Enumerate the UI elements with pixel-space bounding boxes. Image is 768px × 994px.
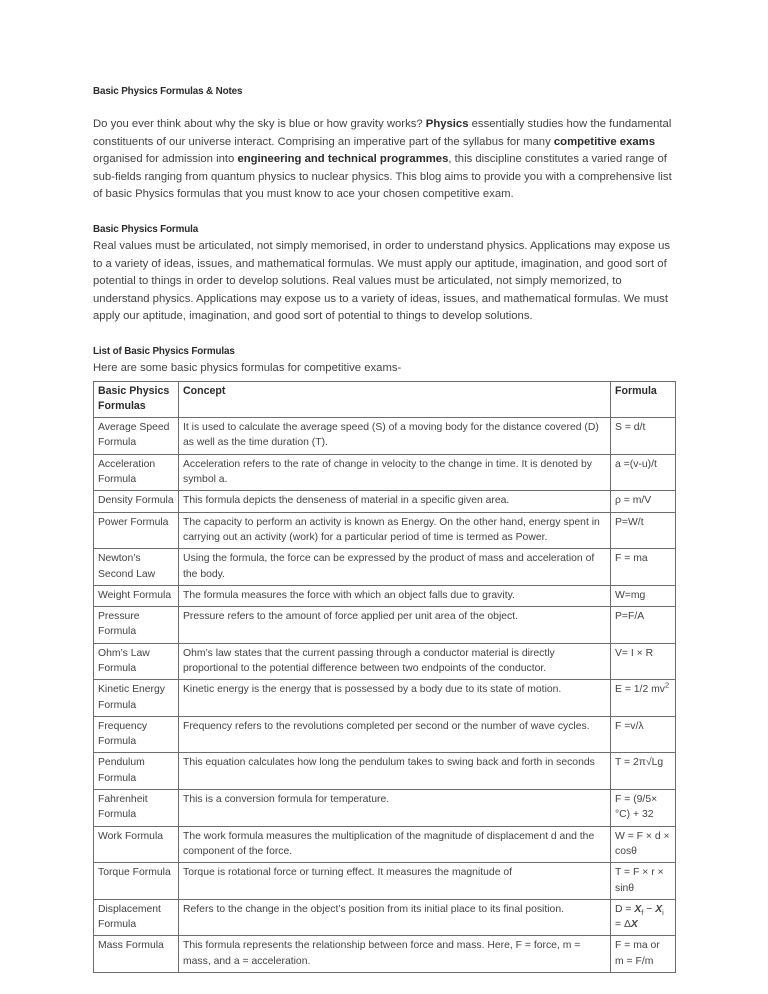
variable-x: X [655, 903, 663, 915]
cell-formula: V= I × R [611, 643, 676, 680]
subscript: f [641, 907, 644, 917]
cell-concept: Frequency refers to the revolutions completed per second or the number of wave cycles. [179, 716, 611, 753]
cell-formula-name: Weight Formula [94, 585, 179, 606]
section-heading-list-of-formulas: List of Basic Physics Formulas [93, 344, 235, 357]
intro-segment-2: essentially studies how the fundamental constituents of our universe interact. Comprising an imperative part of the syllabus for many [93, 118, 672, 148]
cell-concept: The capacity to perform an activity is known as Energy. On the other hand, energy spent in carrying out an activity (work) for a particular period of time is termed as Power. [179, 512, 611, 549]
cell-formula: F = ma or m = F/m [611, 936, 676, 973]
subscript: i [662, 907, 664, 917]
page-title: Basic Physics Formulas & Notes [93, 85, 243, 97]
cell-formula-name: Pressure Formula [94, 607, 179, 644]
table-row [94, 716, 676, 753]
intro-segment-4: , this discipline constitutes a varied range of sub-fields ranging from quantum physics to nuclear physics. This blog aims to provide you with a comprehensive list of basic Physics formulas that you must know to ace your chosen competitive exam. [93, 153, 672, 201]
section-intro-list-of-formulas: Here are some basic physics formulas for competitive exams- [93, 361, 402, 374]
cell-formula: ρ = m/V [611, 491, 676, 512]
table-row [94, 512, 676, 549]
cell-concept: This equation calculates how long the pendulum takes to swing back and forth in seconds [179, 753, 611, 790]
cell-formula-name: Kinetic Energy Formula [94, 680, 179, 717]
cell-concept: Kinetic energy is the energy that is possessed by a body due to its state of motion. [179, 680, 611, 717]
table-row [94, 826, 676, 863]
table-row [94, 418, 676, 455]
section-heading-basic-physics-formula: Basic Physics Formula [93, 222, 199, 235]
cell-formula: W = F × d × cosθ [611, 826, 676, 863]
cell-formula: F = (9/5× °C) + 32 [611, 790, 676, 827]
cell-formula-name: Average Speed Formula [94, 418, 179, 455]
table-row [94, 607, 676, 644]
table-row [94, 643, 676, 680]
cell-formula-name: Mass Formula [94, 936, 179, 973]
table-row [94, 491, 676, 512]
column-header-name: Basic Physics Formulas [94, 381, 179, 418]
table-row [94, 863, 676, 900]
cell-formula: E = 1/2 $mv^2$ [611, 680, 676, 717]
cell-formula-name: Density Formula [94, 491, 179, 512]
cell-concept: Pressure refers to the amount of force applied per unit area of the object. [179, 607, 611, 644]
cell-formula: P=F/A [611, 607, 676, 644]
cell-formula-name: Pendulum Formula [94, 753, 179, 790]
intro-bold-engineering-programmes: engineering and technical programmes [237, 153, 449, 166]
cell-formula: S = d/t [611, 418, 676, 455]
cell-formula-name: Frequency Formula [94, 716, 179, 753]
spacer [93, 98, 675, 116]
table-row [94, 549, 676, 586]
cell-formula-name: Acceleration Formula [94, 454, 179, 491]
cell-formula-name: Fahrenheit Formula [94, 790, 179, 827]
spacer [93, 326, 675, 344]
cell-concept: Ohm’s law states that the current passing through a conductor material is directly proportional to the potential difference between two endpoints of the conductor. [179, 643, 611, 680]
superscript: 2 [664, 680, 670, 690]
cell-formula-name: Ohm’s Law Formula [94, 643, 179, 680]
physics-formulas-table [93, 381, 676, 974]
column-header-concept: Concept [179, 381, 611, 418]
cell-concept: It is used to calculate the average speed (S) of a moving body for the distance covered (D) as well as the time duration (T). [179, 418, 611, 455]
cell-formula-name: Work Formula [94, 826, 179, 863]
table-header-row [94, 381, 676, 418]
cell-formula: T = F × r × sinθ [611, 863, 676, 900]
table-row [94, 936, 676, 973]
cell-concept: The work formula measures the multiplication of the magnitude of displacement d and the component of the force. [179, 826, 611, 863]
variable-x: X [634, 903, 642, 915]
cell-formula-name: Displacement Formula [94, 899, 179, 936]
cell-formula-name: Newton’s Second Law [94, 549, 179, 586]
cell-concept: The formula measures the force with which an object falls due to gravity. [179, 585, 611, 606]
table-row [94, 585, 676, 606]
intro-bold-competitive-exams: competitive exams [553, 135, 655, 148]
document-content [93, 84, 675, 973]
table-row [94, 454, 676, 491]
cell-formula: P=W/t [611, 512, 676, 549]
column-header-formula: Formula [611, 381, 676, 418]
cell-concept: Torque is rotational force or turning effect. It measures the magnitude of [179, 863, 611, 900]
cell-concept: This formula represents the relationship between force and mass. Here, F = force, m = mass, and a = acceleration. [179, 936, 611, 973]
cell-concept: This is a conversion formula for temperature. [179, 790, 611, 827]
intro-paragraph [93, 116, 675, 204]
cell-concept: Acceleration refers to the rate of change in velocity to the change in time. It is denoted by symbol a. [179, 454, 611, 491]
cell-concept: Refers to the change in the object’s position from its initial place to its final position. [179, 899, 611, 936]
table-row [94, 899, 676, 936]
section-paragraph-basic-physics-formula: Real values must be articulated, not simply memorised, in order to understand physics. Applications may expose us to a variety of ideas, issues, and mathematical formulas. We must apply our aptitude, imagination, and good sort of potential to things in order to develop solutions. Real values must be articulated, not simply memorized, to understand physics. Applications may expose us to a variety of ideas, issues, and mathematical formulas. We must apply our aptitude, imagination, and good sort of potential to things to develop solutions. [93, 239, 671, 323]
variable-x: X [630, 919, 638, 931]
table-row [94, 680, 676, 717]
cell-concept: This formula depicts the denseness of material in a specific given area. [179, 491, 611, 512]
table-row [94, 790, 676, 827]
cell-formula: F =v/λ [611, 716, 676, 753]
cell-formula: T = 2π√Lg [611, 753, 676, 790]
cell-formula: a =(v-u)/t [611, 454, 676, 491]
cell-concept: Using the formula, the force can be expressed by the product of mass and acceleration of the body. [179, 549, 611, 586]
spacer [93, 204, 675, 222]
cell-formula: $D = X_f - X_i = \Delta X$ [611, 899, 676, 936]
cell-formula-name: Torque Formula [94, 863, 179, 900]
table-body [94, 418, 676, 973]
intro-segment-3: organised for admission into [93, 153, 238, 166]
cell-formula-name: Power Formula [94, 512, 179, 549]
intro-bold-physics: Physics [425, 118, 469, 130]
cell-formula: F = ma [611, 549, 676, 586]
cell-formula: W=mg [611, 585, 676, 606]
table-row [94, 753, 676, 790]
intro-segment-1: Do you ever think about why the sky is blue or how gravity works? [93, 118, 426, 130]
